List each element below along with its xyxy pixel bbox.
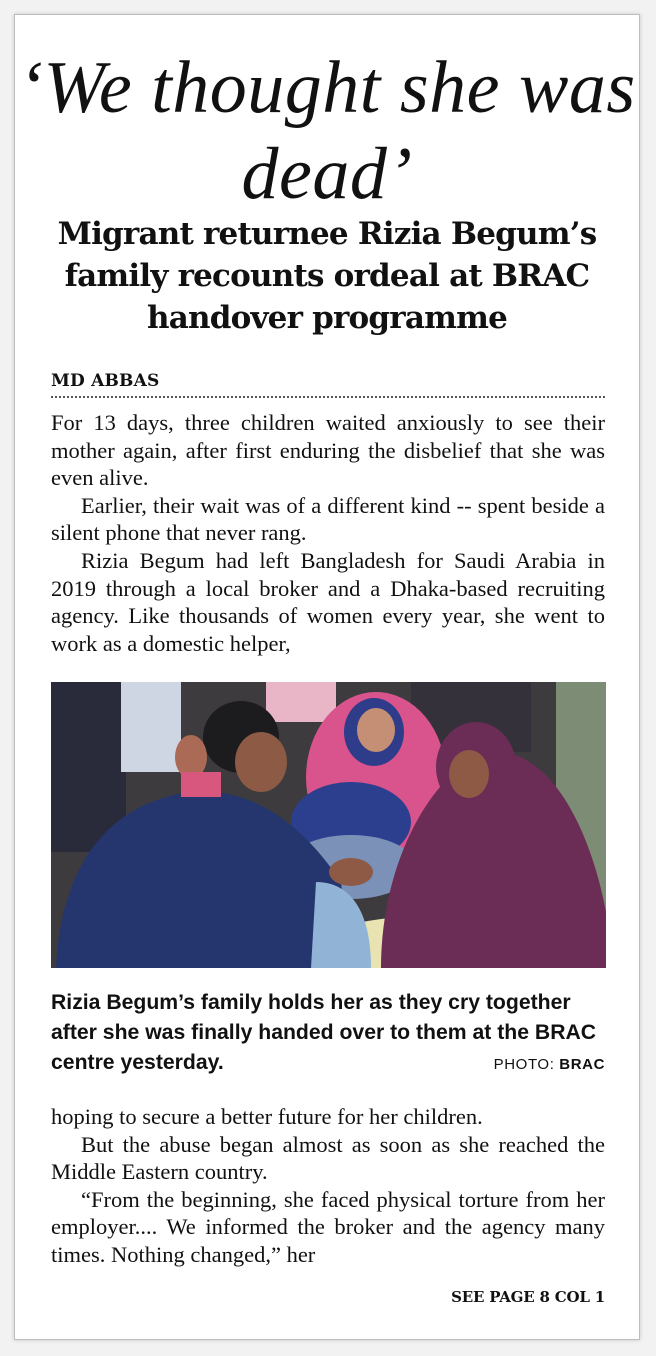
headline: ‘We thought she was dead’: [18, 47, 636, 215]
paragraph: For 13 days, three children waited anxiously to see their mother again, after first enduring the disbelief that she was even alive.: [51, 410, 605, 491]
article-body-top: [51, 409, 605, 657]
paragraph: But the abuse began almost as soon as she reached the Middle Eastern country.: [51, 1131, 605, 1185]
photo-caption: Rizia Begum’s family holds her as they cry together after she was finally handed over to them at the BRAC centre yesterday.: [51, 991, 597, 1074]
byline-divider: [51, 396, 605, 398]
photo-credit: [494, 1056, 605, 1073]
article-body-bottom: [51, 1103, 605, 1269]
byline: MD ABBAS: [51, 371, 160, 391]
continuation-note: SEE PAGE 8 COL 1: [451, 1288, 605, 1306]
news-photo: [51, 682, 606, 968]
paragraph: hoping to secure a better future for her children.: [51, 1104, 483, 1129]
news-clipping: [14, 14, 640, 1340]
paragraph: Earlier, their wait was of a different kind -- spent beside a silent phone that never rang.: [51, 492, 605, 546]
photo-credit-source: BRAC: [559, 1056, 605, 1073]
paragraph: “From the beginning, she faced physical torture from her employer.... We informed the broker and the agency many times. Nothing changed,” her: [51, 1186, 605, 1267]
photo-credit-label: PHOTO:: [493, 1056, 555, 1073]
paragraph: Rizia Begum had left Bangladesh for Saudi Arabia in 2019 through a local broker and a Dhaka-based recruiting agency. Like thousands of women every year, she went to work as a domestic helper,: [51, 547, 605, 656]
subheadline: Migrant returnee Rizia Begum’s family recounts ordeal at BRAC handover programme: [57, 216, 597, 336]
